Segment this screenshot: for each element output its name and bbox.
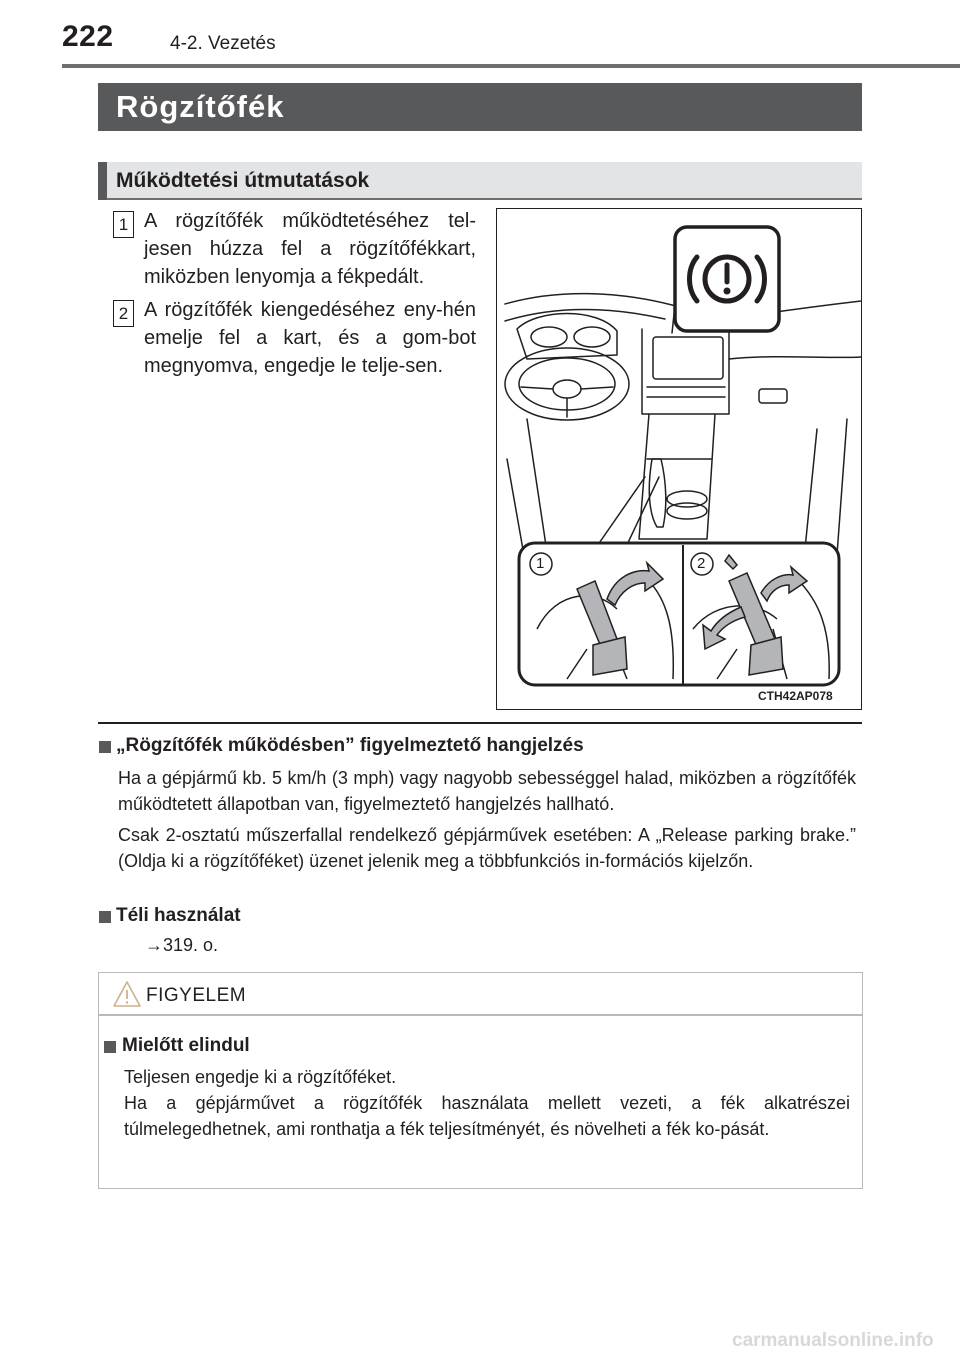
warning-line-2: Ha a gépjárművet a rögzítőfék használata mellett vezeti, a fék alkatrészei túlmelegedhetnek, ami ronthatja a fék teljesítményét, és növelheti a fék ko-pását. xyxy=(124,1093,850,1139)
info-paragraph: Csak 2-osztatú műszerfallal rendelkező gépjárművek esetében: A „Release parking brake.” (Oldja ki a rögzítőféket) üzenet jelenik meg a többfunkciós in-formációs kijelzőn. xyxy=(118,825,856,871)
step-2-text: A rögzítőfék kiengedéséhez eny-hén emelje fel a kart, és a gom-bot megnyomva, engedje le telje-sen. xyxy=(144,299,476,377)
info-paragraph: Ha a gépjármű kb. 5 km/h (3 mph) vagy nagyobb sebességgel halad, miközben a rögzítőfék működtetett állapotban van, figyelmeztető hangjelzés hallható. xyxy=(118,768,856,814)
page-number: 222 xyxy=(62,20,114,53)
inset-label-2: 2 xyxy=(697,555,706,572)
subheading-marker xyxy=(98,162,107,200)
footer-watermark: carmanualsonline.info xyxy=(732,1330,934,1351)
header-divider xyxy=(62,64,960,68)
inset-label-1: 1 xyxy=(536,555,545,572)
subheading: Működtetési útmutatások xyxy=(116,169,370,192)
figure-code: CTH42AP078 xyxy=(758,689,833,703)
dashboard-illustration xyxy=(497,209,861,709)
info-heading-winter: Téli használat xyxy=(116,905,241,926)
bullet-square-icon xyxy=(99,911,111,923)
warning-heading: Mielőtt elindul xyxy=(122,1035,250,1056)
section-divider xyxy=(98,722,862,724)
warning-triangle-icon xyxy=(112,980,142,1008)
step-1-number: 1 xyxy=(113,211,134,238)
page-title: Rögzítőfék xyxy=(116,89,285,124)
info-heading-warning-sound: „Rögzítőfék működésben” figyelmeztető hangjelzés xyxy=(116,735,584,756)
warning-divider xyxy=(98,1014,863,1016)
parking-brake-figure xyxy=(496,208,862,710)
step-1-text: A rögzítőfék működtetéséhez tel-jesen húzza fel a rögzítőfékkart, miközben lenyomja a fékpedált. xyxy=(144,210,476,288)
section-label: 4-2. Vezetés xyxy=(170,33,276,54)
step-2-number: 2 xyxy=(113,300,134,327)
bullet-square-icon xyxy=(104,1041,116,1053)
page-reference-link[interactable]: →319. o. xyxy=(145,935,219,955)
warning-line-1: Teljesen engedje ki a rögzítőféket. xyxy=(124,1067,397,1087)
warning-title: FIGYELEM xyxy=(146,985,247,1006)
bullet-square-icon xyxy=(99,741,111,753)
